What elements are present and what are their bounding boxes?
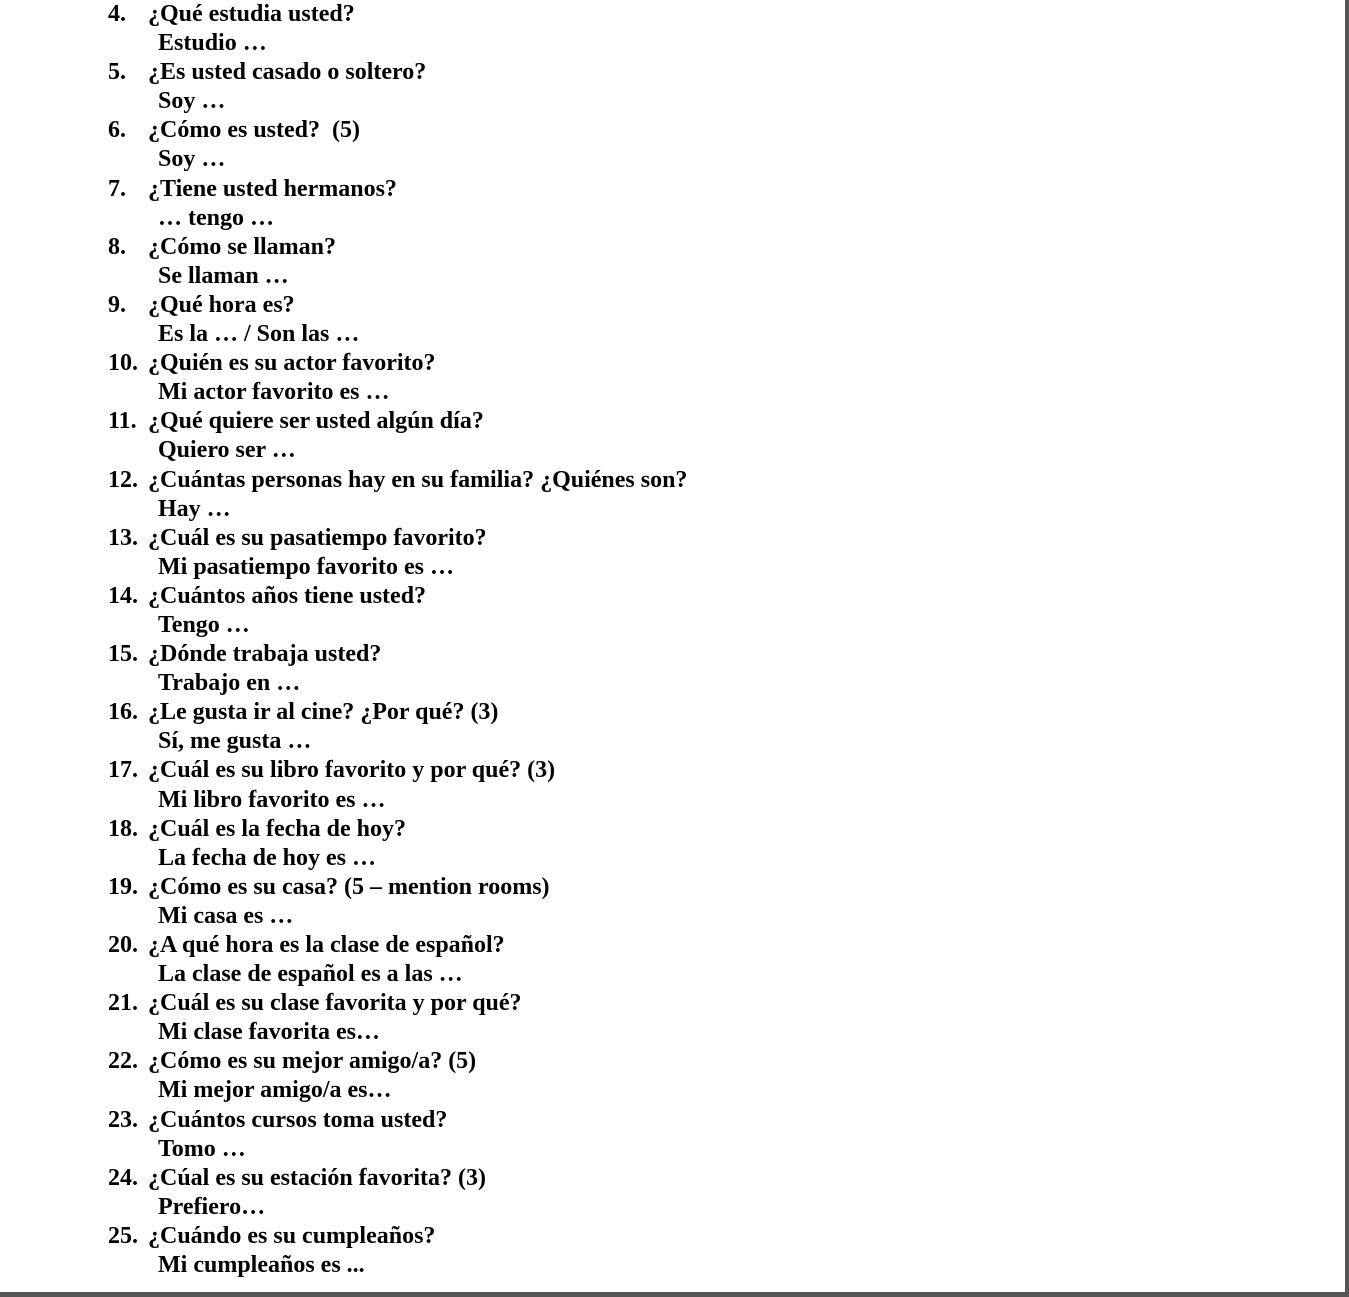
- question-number: 18.: [108, 815, 138, 842]
- question-item: [108, 524, 687, 582]
- question-number: 25.: [108, 1222, 138, 1249]
- answer-prompt: Es la … / Son las …: [158, 321, 360, 348]
- question-line: [108, 58, 687, 87]
- question-number: 4.: [108, 1, 126, 27]
- question-number: 8.: [108, 233, 126, 260]
- answer-prompt: Hay …: [158, 495, 231, 522]
- question-line: [108, 640, 687, 669]
- answer-prompt: Soy …: [158, 146, 226, 173]
- question-text: ¿Cuál es la fecha de hoy?: [148, 815, 406, 842]
- question-line: [108, 0, 687, 29]
- answer-prompt: Tengo …: [158, 611, 250, 638]
- question-text: ¿Dónde trabaja usted?: [148, 641, 382, 668]
- question-item: [108, 233, 687, 291]
- question-number: 9.: [108, 291, 126, 318]
- question-line: [108, 116, 687, 145]
- question-line: [108, 407, 687, 436]
- answer-prompt: Mi libro favorito es …: [158, 786, 386, 813]
- question-number: 7.: [108, 175, 126, 202]
- question-text: ¿Cuál es su clase favorita y por qué?: [148, 990, 522, 1017]
- question-text: ¿Le gusta ir al cine? ¿Por qué? (3): [148, 699, 499, 726]
- question-text: ¿Tiene usted hermanos?: [148, 175, 397, 202]
- question-line: [108, 466, 687, 495]
- question-text: ¿Cómo es su casa? (5 – mention rooms): [148, 873, 550, 900]
- question-line: [108, 815, 687, 844]
- answer-prompt: La clase de español es a las …: [158, 961, 463, 988]
- question-list: [108, 0, 687, 1280]
- question-item: [108, 815, 687, 873]
- answer-prompt: Quiero ser …: [158, 437, 296, 464]
- question-number: 19.: [108, 873, 138, 900]
- answer-prompt: Trabajo en …: [158, 670, 301, 697]
- answer-prompt: … tengo …: [158, 204, 274, 231]
- answer-prompt: Tomo …: [158, 1135, 246, 1162]
- question-item: [108, 349, 687, 407]
- question-item: [108, 1047, 687, 1105]
- answer-prompt: Mi casa es …: [158, 902, 294, 929]
- question-number: 16.: [108, 699, 138, 726]
- question-text: ¿Cómo es usted? (5): [148, 117, 360, 144]
- question-number: 10.: [108, 350, 138, 377]
- question-line: [108, 698, 687, 727]
- answer-prompt: Prefiero…: [158, 1193, 266, 1220]
- question-line: [108, 873, 687, 902]
- answer-prompt: Mi pasatiempo favorito es …: [158, 553, 454, 580]
- question-item: [108, 116, 687, 174]
- question-item: [108, 466, 687, 524]
- question-text: ¿Cuál es su pasatiempo favorito?: [148, 524, 487, 551]
- page-bottom-edge: [0, 1292, 1349, 1297]
- question-item: [108, 58, 687, 116]
- question-number: 23.: [108, 1106, 138, 1133]
- question-line: [108, 349, 687, 378]
- question-line: [108, 1106, 687, 1135]
- question-line: [108, 291, 687, 320]
- answer-prompt: Mi clase favorita es…: [158, 1019, 380, 1046]
- question-item: [108, 291, 687, 349]
- question-text: ¿Cuántos cursos toma usted?: [148, 1106, 448, 1133]
- question-item: [108, 175, 687, 233]
- question-item: [108, 989, 687, 1047]
- answer-prompt: Mi cumpleaños es ...: [158, 1252, 365, 1279]
- answer-prompt: Estudio …: [158, 30, 267, 57]
- question-item: [108, 0, 687, 58]
- question-line: [108, 175, 687, 204]
- question-number: 12.: [108, 466, 138, 493]
- question-text: ¿Cómo se llaman?: [148, 233, 336, 260]
- question-item: [108, 1222, 687, 1280]
- question-text: ¿Cuál es su libro favorito y por qué? (3): [148, 757, 556, 784]
- question-line: [108, 1164, 687, 1193]
- question-number: 24.: [108, 1164, 138, 1191]
- question-text: ¿Cómo es su mejor amigo/a? (5): [148, 1048, 477, 1075]
- answer-prompt: Mi mejor amigo/a es…: [158, 1077, 392, 1104]
- question-text: ¿Es usted casado o soltero?: [148, 59, 427, 86]
- question-number: 5.: [108, 59, 126, 86]
- question-text: ¿Qué quiere ser usted algún día?: [148, 408, 484, 435]
- question-number: 20.: [108, 932, 138, 958]
- question-item: [108, 1164, 687, 1222]
- question-item: [108, 931, 687, 989]
- question-number: 22.: [108, 1048, 138, 1075]
- question-item: [108, 640, 687, 698]
- answer-prompt: Mi actor favorito es …: [158, 379, 390, 406]
- question-number: 14.: [108, 582, 138, 609]
- page-right-edge: [1345, 0, 1349, 1297]
- question-text: ¿Cuántas personas hay en su familia? ¿Quiénes son?: [148, 466, 688, 493]
- question-text: ¿Qué estudia usted?: [148, 1, 355, 27]
- question-line: [108, 989, 687, 1018]
- question-number: 15.: [108, 641, 138, 668]
- question-line: [108, 931, 687, 960]
- question-number: 13.: [108, 524, 138, 551]
- question-number: 17.: [108, 757, 138, 784]
- question-line: [108, 233, 687, 262]
- answer-prompt: Se llaman …: [158, 262, 289, 289]
- answer-prompt: La fecha de hoy es …: [158, 844, 376, 871]
- question-line: [108, 524, 687, 553]
- question-item: [108, 756, 687, 814]
- question-number: 6.: [108, 117, 126, 144]
- answer-prompt: Sí, me gusta …: [158, 728, 312, 755]
- question-text: ¿Cuántos años tiene usted?: [148, 582, 427, 609]
- question-text: ¿Quién es su actor favorito?: [148, 350, 436, 377]
- question-text: ¿Cúal es su estación favorita? (3): [148, 1164, 486, 1191]
- question-number: 21.: [108, 990, 138, 1017]
- question-item: [108, 407, 687, 465]
- question-line: [108, 1047, 687, 1076]
- question-item: [108, 698, 687, 756]
- question-text: ¿A qué hora es la clase de español?: [148, 932, 505, 958]
- question-number: 11.: [108, 408, 137, 435]
- question-line: [108, 756, 687, 785]
- answer-prompt: Soy …: [158, 88, 226, 115]
- question-text: ¿Qué hora es?: [148, 291, 295, 318]
- question-item: [108, 873, 687, 931]
- question-text: ¿Cuándo es su cumpleaños?: [148, 1222, 436, 1249]
- question-line: [108, 1222, 687, 1251]
- question-line: [108, 582, 687, 611]
- question-item: [108, 582, 687, 640]
- question-item: [108, 1106, 687, 1164]
